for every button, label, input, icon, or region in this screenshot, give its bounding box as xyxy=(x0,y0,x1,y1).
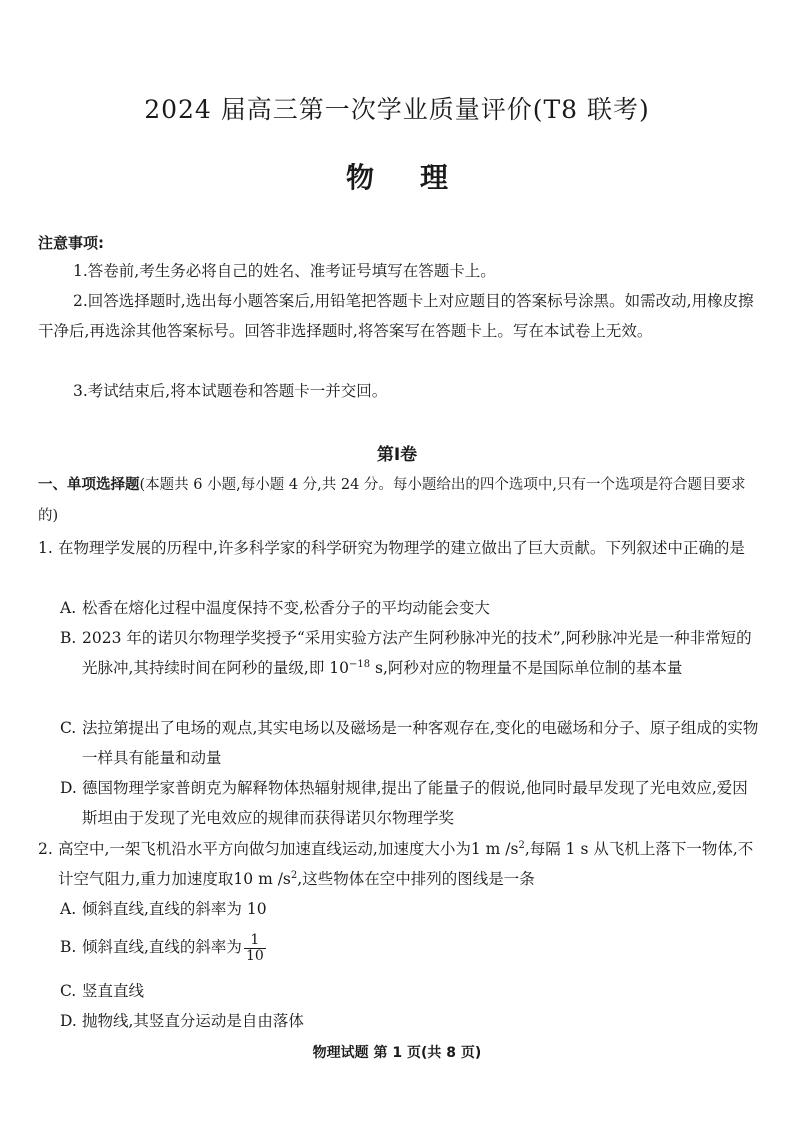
exponent: −18 xyxy=(349,659,371,670)
subject-title: 物理 xyxy=(345,161,494,194)
option-letter: C. xyxy=(60,719,77,737)
option-text: 倾斜直线,直线的斜率为 xyxy=(82,938,242,956)
question-2 xyxy=(38,834,762,894)
option-text: 抛物线,其竖直分运动是自由落体 xyxy=(82,1012,304,1030)
question-2-number: 2. xyxy=(38,840,53,858)
section-heading xyxy=(38,470,762,532)
option-text: 德国物理学家普朗克为解释物体热辐射规律,提出了能量子的假说,他同时最早发现了光电效应,爱因斯坦由于发现了光电效应的规律而获得诺贝尔物理学奖 xyxy=(82,779,748,827)
question-2-option-a xyxy=(60,894,762,924)
question-2-option-d xyxy=(60,1006,762,1036)
option-letter: A. xyxy=(60,900,77,918)
option-text: 法拉第提出了电场的观点,其实电场以及磁场是一种客观存在,变化的电磁场和分子、原子组成的实物一样具有能量和动量 xyxy=(82,719,759,767)
section-description: (本题共 6 小题,每小题 4 分,共 24 分。每小题给出的四个选项中,只有一个选项是符合题目要求的) xyxy=(38,477,746,524)
notes-heading: 注意事项: xyxy=(38,234,104,252)
page-footer: 物理试题 第 1 页(共 8 页) xyxy=(312,1045,482,1061)
option-text: 倾斜直线,直线的斜率为 10 xyxy=(82,900,267,918)
exponent: 2 xyxy=(518,840,525,851)
option-letter: B. xyxy=(60,938,77,956)
option-text: 竖直直线 xyxy=(82,982,145,1000)
exponent: 2 xyxy=(290,870,298,881)
question-1-option-b xyxy=(60,623,762,683)
exam-title: 2024 届高三第一次学业质量评价(T8 联考) xyxy=(144,95,650,124)
section-title: 一、单项选择题 xyxy=(38,477,140,493)
option-letter: D. xyxy=(60,1012,77,1030)
question-1-option-d xyxy=(60,773,762,833)
option-letter: B. xyxy=(60,629,77,647)
question-2-stem-3: ,这些物体在空中排列的图线是一条 xyxy=(297,870,535,888)
option-letter: C. xyxy=(60,982,77,1000)
option-letter: D. xyxy=(60,779,77,797)
question-1-option-c xyxy=(60,713,762,773)
fraction xyxy=(244,933,266,964)
part-heading: 第Ⅰ卷 xyxy=(376,445,418,465)
question-1-stem: 在物理学发展的历程中,许多科学家的科学研究为物理学的建立做出了巨大贡献。下列叙述中正确的是 xyxy=(58,539,745,557)
note-item-3: 3.考试结束后,将本试题卷和答题卡一并交回。 xyxy=(73,382,388,400)
fraction-denominator: 10 xyxy=(245,947,264,964)
note-item-1: 1.答卷前,考生务必将自己的姓名、准考证号填写在答题卡上。 xyxy=(73,262,496,280)
option-text: 松香在熔化过程中温度保持不变,松香分子的平均动能会变大 xyxy=(82,599,490,617)
fraction-numerator: 1 xyxy=(244,933,266,949)
question-2-option-b xyxy=(60,932,762,964)
note-item-2: 2.回答选择题时,选出每小题答案后,用铅笔把答题卡上对应题目的答案标号涂黑。如需改动,用橡皮擦干净后,再选涂其他答案标号。回答非选择题时,将答案写在答题卡上。写在本试卷上无效。 xyxy=(38,292,754,340)
question-2-stem-1: 高空中,一架飞机沿水平方向做匀加速直线运动,加速度大小为1 m /s xyxy=(58,840,519,858)
question-2-stem-2: ,每隔 1 s 从飞机上落下一物体,不计空气阻力,重力加速度取10 m /s xyxy=(58,840,754,888)
option-letter: A. xyxy=(60,599,77,617)
question-1-number: 1. xyxy=(38,539,53,557)
option-text-cont: s,阿秒对应的物理量不是国际单位制的基本量 xyxy=(370,659,683,677)
option-text: 2023 年的诺贝尔物理学奖授予“采用实验方法产生阿秒脉冲光的技术”,阿秒脉冲光是一种非常短的光脉冲,其持续时间在阿秒的量级,即 10 xyxy=(82,629,752,677)
question-1 xyxy=(38,533,762,563)
question-2-option-c xyxy=(60,976,762,1006)
question-1-option-a xyxy=(60,593,762,623)
